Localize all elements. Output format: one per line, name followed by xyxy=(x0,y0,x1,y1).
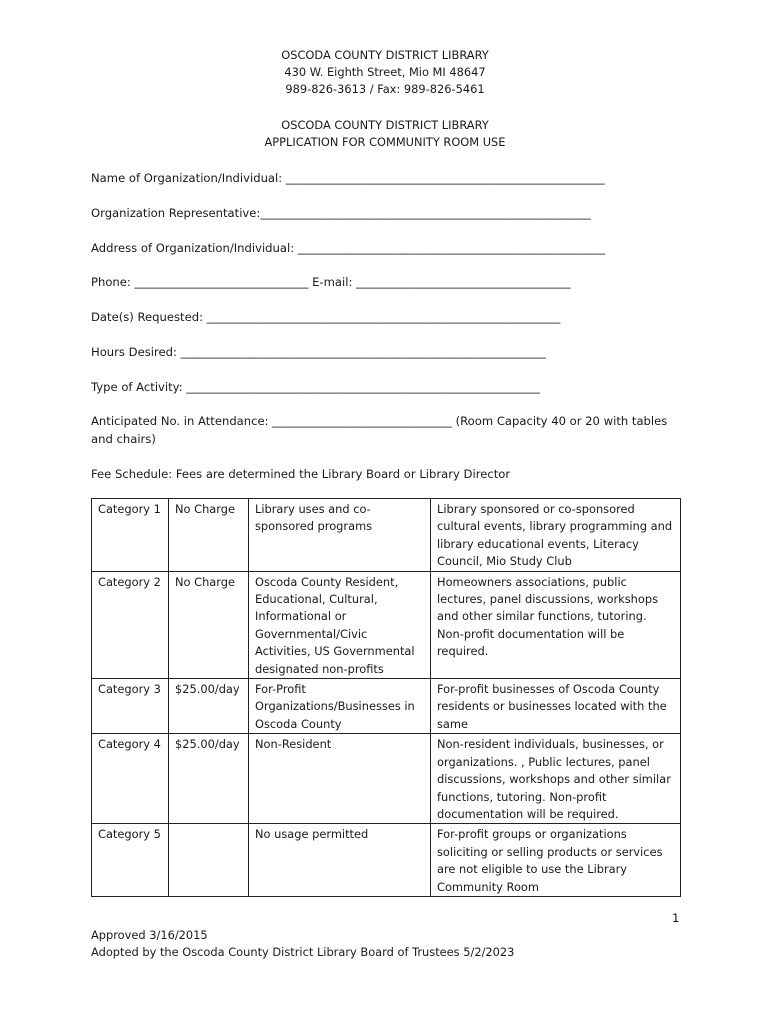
category-cell: Category 2 xyxy=(92,571,169,678)
category-cell: Category 4 xyxy=(92,734,169,824)
fee-cell: $25.00/day xyxy=(169,734,249,824)
type-cell: Library uses and co-sponsored programs xyxy=(249,499,431,572)
org-rep-field: Organization Representative:_________________________________________________________ xyxy=(91,206,591,220)
category-cell: Category 5 xyxy=(92,824,169,897)
page-number: 1 xyxy=(672,911,680,925)
fee-cell: No Charge xyxy=(169,499,249,572)
fee-schedule-note: Fee Schedule: Fees are determined the Library Board or Library Director xyxy=(91,467,511,481)
form-title: APPLICATION FOR COMMUNITY ROOM USE xyxy=(264,135,506,149)
fee-cell xyxy=(169,824,249,897)
fee-table xyxy=(91,498,681,897)
approved-date: Approved 3/16/2015 xyxy=(91,928,208,942)
adopted-note: Adopted by the Oscoda County District Library Board of Trustees 5/2/2023 xyxy=(91,945,515,959)
description-cell: For-profit groups or organizations soliciting or selling products or services are not eligible to use the Library Community Room xyxy=(431,824,681,897)
type-cell: For-Profit Organizations/Businesses in Oscoda County xyxy=(249,679,431,734)
activity-field: Type of Activity: _____________________________________________________________ xyxy=(91,380,540,394)
dates-field: Date(s) Requested: _____________________________________________________________ xyxy=(91,310,561,324)
library-name: OSCODA COUNTY DISTRICT LIBRARY xyxy=(281,48,489,62)
category-cell: Category 1 xyxy=(92,499,169,572)
description-cell: Homeowners associations, public lectures, panel discussions, workshops and other similar functions, tutoring. Non-profit documentation will be required. xyxy=(431,571,681,678)
library-phone-fax: 989-826-3613 / Fax: 989-826-5461 xyxy=(285,82,485,96)
table-row xyxy=(92,571,681,678)
type-cell: No usage permitted xyxy=(249,824,431,897)
description-cell: Library sponsored or co-sponsored cultural events, library programming and library educational events, Literacy Council, Mio Study Club xyxy=(431,499,681,572)
library-name-repeat: OSCODA COUNTY DISTRICT LIBRARY xyxy=(281,118,489,132)
type-cell: Non-Resident xyxy=(249,734,431,824)
phone-email-field: Phone: ______________________________ E-mail: _____________________________________ xyxy=(91,275,571,289)
table-row xyxy=(92,499,681,572)
org-name-field: Name of Organization/Individual: _______________________________________________________ xyxy=(91,171,605,185)
library-address: 430 W. Eighth Street, Mio MI 48647 xyxy=(284,65,486,79)
category-cell: Category 3 xyxy=(92,679,169,734)
address-field: Address of Organization/Individual: _____________________________________________________ xyxy=(91,241,606,255)
fee-cell: No Charge xyxy=(169,571,249,678)
attendance-field: Anticipated No. in Attendance: _______________________________ (Room Capacity 40 or 20 with tables and chairs) xyxy=(91,414,668,446)
description-cell: For-profit businesses of Oscoda County residents or businesses located with the same xyxy=(431,679,681,734)
table-row xyxy=(92,824,681,897)
table-row xyxy=(92,734,681,824)
description-cell: Non-resident individuals, businesses, or organizations. , Public lectures, panel discussions, workshops and other similar functions, tutoring. Non-profit documentation will be required. xyxy=(431,734,681,824)
type-cell: Oscoda County Resident, Educational, Cultural, Informational or Governmental/Civic Activities, US Governmental designated non-profits xyxy=(249,571,431,678)
fee-cell: $25.00/day xyxy=(169,679,249,734)
hours-field: Hours Desired: _______________________________________________________________ xyxy=(91,345,546,359)
table-row xyxy=(92,679,681,734)
